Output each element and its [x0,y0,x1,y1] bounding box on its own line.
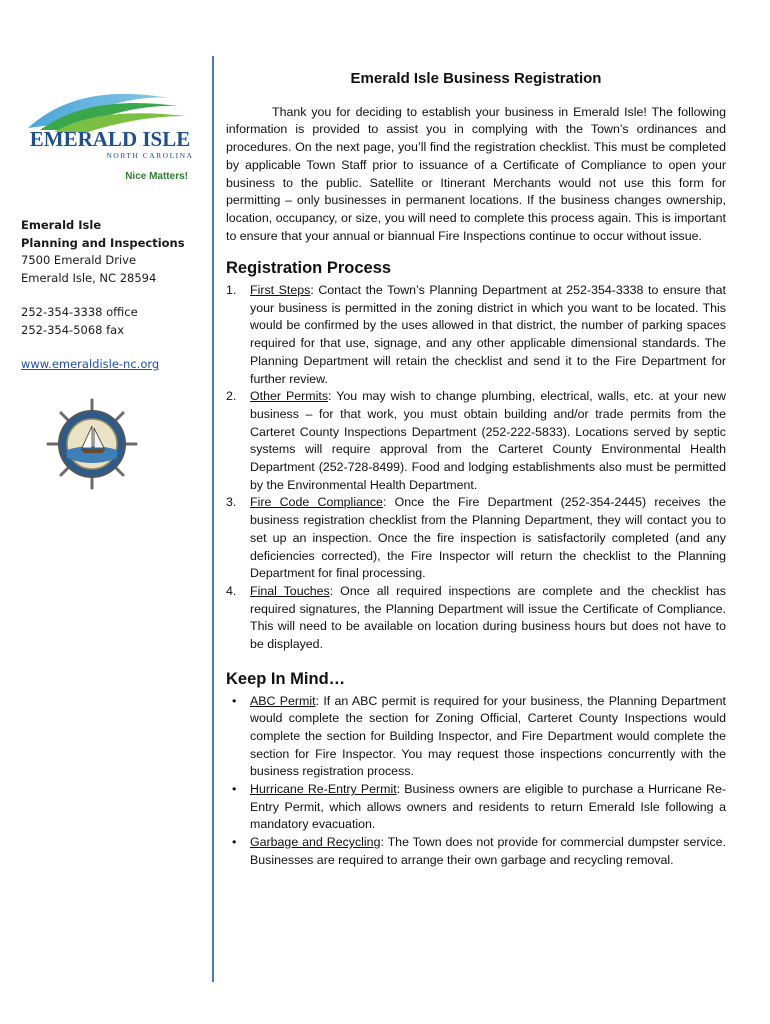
intro-paragraph: Thank you for deciding to establish your business in Emerald Isle! The following information is provided to assist you in complying with the Town’s ordinances and procedures. On the next page, you’ll find the registration checklist. This must be completed by applicable Town Staff prior to issuance of a Certificate of Compliance to open your business to the public. Satellite or Itinerant Merchants would not use this form for permitting – only businesses in permanent locations. If the business changes ownership, location, occupancy, or size, you will need to complete this process again. This is important to ensure that your annual or biannual Fire Inspections continue to occur without issue. [226,104,726,243]
item-term: Hurricane Re-Entry Permit [250,782,397,797]
main-content [226,70,726,870]
logo-subtext: NORTH CAROLINA [106,151,194,160]
tagline: Nice Matters! [125,171,188,182]
phone-fax: 252-354-5068 fax [21,322,125,337]
org-name: Emerald Isle [21,218,102,232]
town-seal-icon [46,398,138,490]
registration-process-heading: Registration Process [226,259,392,278]
keep-in-mind-item: • Hurricane Re-Entry Permit: Business owners are eligible to purchase a Hurricane Re-Entry Permit, which allows owners and residents to return Emerald Isle following a mandatory evacuation. [232,782,726,832]
step-term: Final Touches [250,583,330,598]
process-steps-list [226,282,726,654]
logo-wordmark: EMERALD ISLE [29,127,191,151]
address-line-2: Emerald Isle, NC 28594 [21,270,157,285]
keep-in-mind-item: • Garbage and Recycling: The Town does not provide for commercial dumpster service. Businesses are required to arrange their own garbage and recycling removal. [232,835,726,867]
department-name: Planning and Inspections [21,235,185,250]
process-step: 3. Fire Code Compliance: Once the Fire Department (252-354-2445) receives the business registration checklist from the Planning Department, they will contact you to set up an inspection. Once the fire inspection is satisfactorily completed (and any deficiencies corrected), the Fire Inspector will return the checklist to the Planning Department for final processing. [226,495,726,581]
contact-block [21,217,206,374]
item-term: Garbage and Recycling [250,835,381,850]
emerald-isle-logo [18,88,202,164]
step-term: Fire Code Compliance [250,495,383,510]
keep-in-mind-item: • ABC Permit: If an ABC permit is required for your business, the Planning Department would complete the section for Zoning Official, Carteret County Inspections would complete the section for Building Inspector, and Fire Department would complete the section for Fire Inspector. You may request those inspections concurrently with the business registration process. [232,693,726,779]
keep-in-mind-heading: Keep In Mind… [226,669,346,688]
keep-in-mind-list [226,693,726,870]
website-link[interactable]: www.emeraldisle-nc.org [21,357,160,371]
address-line-1: 7500 Emerald Drive [21,253,137,267]
step-term: First Steps [250,283,311,298]
process-step: 1. First Steps: Contact the Town’s Planning Department at 252-354-3338 to ensure that your business is permitted in the zoning district in which you want to be located. This would be confirmed by the uses allowed in that district, the number of parking spaces required for that use, signage, and any other applicable dimensional standards. The Planning Department will retain the checklist and send it to the Fire Department for further review. [226,283,726,386]
step-term: Other Permits [250,389,329,404]
process-step: 4. Final Touches: Once all required inspections are complete and the checklist has required signatures, the Planning Department will issue the Certificate of Compliance. This will need to be available on location during business hours but does not have to be displayed. [226,583,726,652]
item-term: ABC Permit [250,693,316,708]
phone-office: 252-354-3338 office [21,305,138,319]
process-step: 2. Other Permits: You may wish to change plumbing, electrical, walls, etc. at your new business – for that work, you must obtain building and/or trade permits from the Carteret County Inspections Department (252-222-5833). Locations served by septic systems will require approval from the Carteret County Environmental Health Department (252-728-8499). Food and lodging establishments also must be permitted by the Environmental Health Department. [226,389,726,492]
page-title: Emerald Isle Business Registration [350,70,602,87]
vertical-divider [212,56,214,982]
